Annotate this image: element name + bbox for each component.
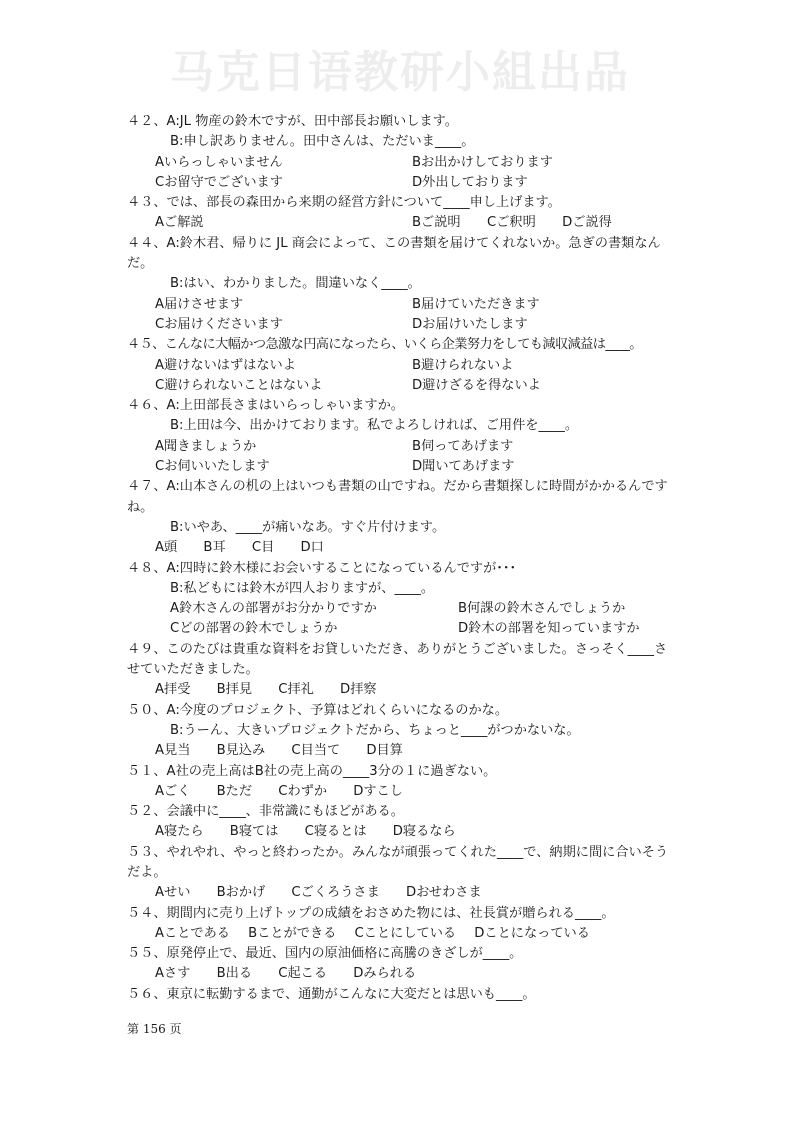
q42-response: B:申し訳ありません。田中さんは、ただいま____。	[170, 134, 475, 150]
q44-prompt: ４４、A:鈴木君、帰りに JL 商会によって、この書類を届けてくれないか。急ぎの書類なんだ。	[127, 235, 661, 272]
page-number: 第 156 页	[127, 1022, 182, 1036]
q48-option-d: D鈴木の部署を知っていますか	[458, 621, 640, 637]
q54-option-c: Cことにしている	[354, 925, 457, 941]
q47-response: B:いやあ、____が痛いなあ。すぐ片付けます。	[170, 519, 446, 535]
q48-option-c: Cどの部署の鈴木でしょうか	[170, 621, 338, 637]
q47-options-row	[127, 538, 672, 558]
q46-option-b: B伺ってあげます	[412, 438, 514, 454]
q50-response: B:うーん、大きいプロジェクトだから、ちょっと____がつかないな。	[170, 722, 580, 738]
q53-prompt: ５３、やれやれ、やっと終わったか。みんなが頑張ってくれた____で、納期に間に合いそうだよ。	[127, 844, 669, 880]
q43-option-bcd: Bご説明 Cご釈明 Dご説得	[412, 215, 612, 231]
q45-option-b: B避けられないよ	[412, 357, 514, 373]
q52-option-b: B寝ては	[229, 824, 279, 840]
q44-option-b: B届けていただきます	[412, 296, 540, 312]
q48-options-row1	[127, 599, 672, 619]
q46-option-a: A聞きましょうか	[155, 438, 257, 454]
q54-options-row	[127, 924, 672, 944]
q53-options-row	[127, 883, 672, 903]
q55-option-c: C起こる	[278, 966, 328, 982]
q45-prompt: ４５、こんなに大幅かつ急激な円高になったら、いくら企業努力をしても減収減益は____。	[127, 337, 642, 353]
q51-option-d: Dすこし	[353, 783, 403, 799]
q45-option-c: C避けられないことはないよ	[155, 377, 323, 393]
q42-prompt: ４２、A:JL 物産の鈴木ですが、田中部長お願いします。	[127, 114, 458, 129]
q55-option-b: B出る	[216, 966, 253, 982]
q44-response: B:はい、わかりました。間違いなく____。	[170, 276, 421, 292]
q45-options-row1	[127, 356, 672, 376]
q50-option-d: D目算	[366, 743, 403, 759]
q48-option-a: A鈴木さんの部署がお分かりですか	[170, 601, 377, 617]
q54-option-d: Dことになっている	[474, 925, 590, 941]
q44-options-row1	[127, 295, 672, 315]
q49-option-a: A拝受	[155, 682, 191, 698]
q45-option-a: A避けないはずはないよ	[155, 357, 296, 373]
q53-option-b: Bおかげ	[216, 885, 266, 901]
q44-option-a: A届けさせます	[155, 296, 244, 312]
q46-prompt: ４６、A:上田部長さまはいらっしゃいますか。	[127, 398, 404, 414]
q46-response: B:上田は今、出かけております。私でよろしければ、ご用件を____。	[170, 418, 579, 434]
q53-option-a: Aせい	[155, 885, 191, 901]
q51-options-row	[127, 782, 672, 802]
q51-option-b: Bただ	[216, 783, 253, 799]
q48-options-row2	[127, 619, 672, 639]
q49-prompt: ４９、このたびは貴重な資料をお貸しいただき、ありがとうございました。さっそく____させていただきました。	[127, 641, 668, 678]
q54-option-a: Aことである	[155, 925, 230, 941]
q55-prompt: ５５、原発停止で、最近、国内の原油価格に高騰のきざしが____。	[127, 946, 523, 962]
q46-options-row2	[127, 457, 672, 477]
question-list	[127, 112, 672, 1005]
q55-option-d: Dみられる	[353, 966, 417, 982]
q46-options-row1	[127, 437, 672, 457]
q42-option-d: D外出しております	[412, 174, 528, 190]
q50-option-b: B見込み	[216, 743, 266, 759]
q49-option-d: D拝察	[340, 682, 377, 698]
q54-option-b: Bことができる	[248, 925, 337, 941]
q51-option-c: Cわずか	[278, 783, 328, 799]
q44-option-d: Dお届けいたします	[412, 316, 528, 332]
q48-prompt: ４８、A:四時に鈴木様にお会いすることになっているんですが･･･	[127, 560, 517, 576]
q51-option-a: Aごく	[155, 783, 191, 799]
q45-options-row2	[127, 376, 672, 396]
q52-option-a: A寝たら	[155, 824, 204, 840]
q49-option-b: B拝見	[216, 682, 253, 698]
q43-options-row	[127, 213, 672, 233]
q54-prompt: ５４、期間内に売り上げトップの成績をおさめた物には、社長賞が贈られる____。	[127, 905, 615, 921]
q55-options-row	[127, 964, 672, 984]
q51-prompt: ５１、A社の売上高はB社の売上高の____3分の１に過ぎない。	[127, 763, 497, 779]
q43-prompt: ４３、では、部長の森田から来期の経営方針について____申し上げます。	[127, 195, 561, 211]
q42-option-c: Cお留守でございます	[155, 174, 283, 190]
q42-option-a: Aいらっしゃいません	[155, 154, 283, 170]
q53-option-c: Cごくろうさま	[291, 885, 380, 901]
q42-options-row1	[127, 153, 672, 173]
q50-option-a: A見当	[155, 743, 191, 759]
q42-options-row2	[127, 173, 672, 193]
q47-option-a: A頭	[155, 540, 178, 556]
q49-option-c: C拝礼	[278, 682, 314, 698]
q50-options-row	[127, 741, 672, 761]
watermark-title: 马克日语教研小組出品	[170, 47, 630, 98]
q48-response: B:私どもには鈴木が四人おりますが、____。	[170, 580, 435, 596]
q50-option-c: C目当て	[291, 743, 341, 759]
q47-option-c: C目	[251, 540, 275, 556]
q44-option-c: Cお届けくださいます	[155, 316, 283, 332]
q55-option-a: Aさす	[155, 966, 191, 982]
q43-option-a: Aご解説	[155, 215, 204, 231]
q52-options-row	[127, 822, 672, 842]
q53-option-d: Dおせわさま	[405, 885, 482, 901]
q49-options-row	[127, 680, 672, 700]
q47-option-b: B耳	[203, 540, 226, 556]
q48-option-b: B何課の鈴木さんでしょうか	[458, 601, 626, 617]
q45-option-d: D避けざるを得ないよ	[412, 377, 541, 393]
q52-option-c: C寝るとは	[304, 824, 367, 840]
q47-prompt: ４７、A:山本さんの机の上はいつも書類の山ですね。だから書類探しに時間がかかるんですね。	[127, 479, 668, 515]
q46-option-d: D聞いてあげます	[412, 459, 515, 475]
q56-prompt: ５６、東京に転勤するまで、通勤がこんなに大変だとは思いも____。	[127, 986, 536, 1002]
q47-option-d: D口	[300, 540, 324, 556]
q52-option-d: D寝るなら	[392, 824, 456, 840]
q44-options-row2	[127, 315, 672, 335]
q46-option-c: Cお伺いいたします	[155, 459, 270, 475]
q42-option-b: Bお出かけしております	[412, 154, 553, 170]
q50-prompt: ５０、A:今度のプロジェクト、予算はどれくらいになるのかな。	[127, 702, 509, 718]
q52-prompt: ５２、会議中に____、非常識にもほどがある。	[127, 804, 404, 820]
